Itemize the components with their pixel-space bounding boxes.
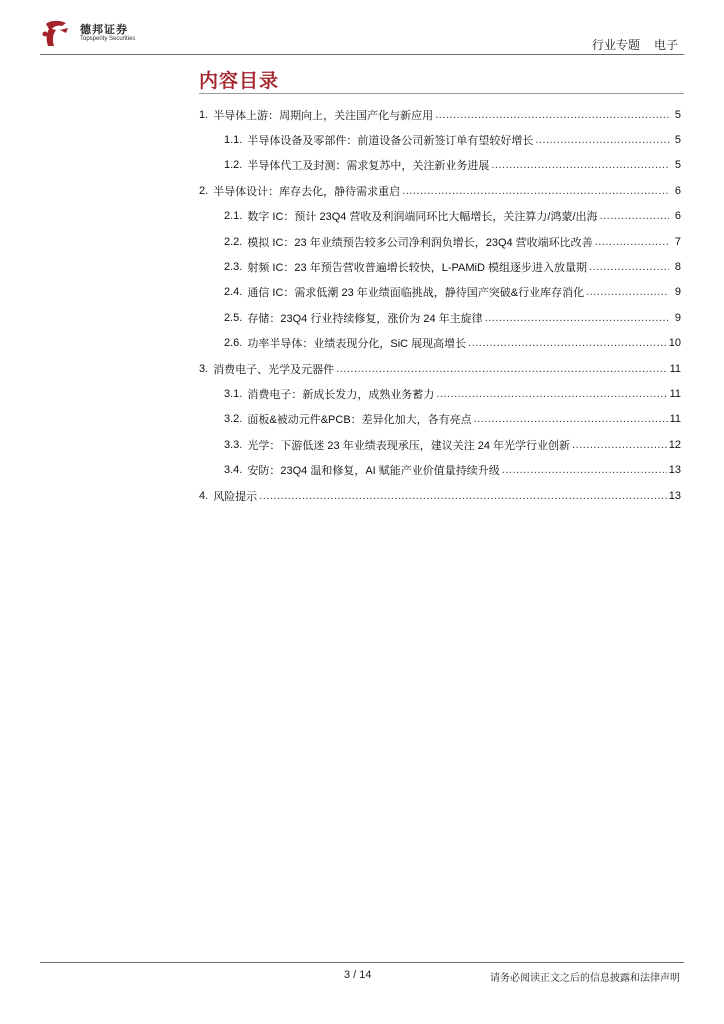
toc-entry-title: 半导体上游：周期向上，关注国产化与新应用: [213, 109, 434, 122]
toc-entry-page: 13: [668, 464, 681, 477]
toc-entry[interactable]: [199, 305, 681, 330]
toc-entry-number: 4.: [199, 489, 209, 502]
toc-entry-title: 安防：23Q4 温和修复，AI 赋能产业价值量持续升级: [247, 465, 500, 478]
footer-disclaimer: 请务必阅读正文之后的信息披露和法律声明: [490, 973, 680, 984]
toc-entry-title: 射频 IC：23 年预告营收普遍增长较快，L-PAMiD 模组逐步进入放量期: [247, 262, 587, 275]
toc-entry-number: 1.: [199, 108, 209, 121]
toc-dot-leader: [595, 236, 669, 248]
toc-entry-title: 半导体代工及封测：需求复苏中，关注新业务进展: [247, 160, 490, 173]
company-logo: [40, 16, 160, 50]
toc-entry-number: 3.: [199, 362, 209, 375]
toc-entry-page: 13: [668, 489, 681, 502]
toc-entry-title: 半导体设计：库存去化，静待需求重启: [213, 185, 401, 198]
toc-entry-page: 5: [674, 108, 681, 121]
toc-entry[interactable]: [199, 407, 681, 432]
toc-entry[interactable]: [199, 102, 681, 127]
toc-entry-number: 3.3.: [224, 438, 243, 451]
toc-dot-leader: [485, 312, 669, 324]
toc-entry[interactable]: [199, 356, 681, 381]
toc-entry[interactable]: [199, 432, 681, 457]
toc-entry-page: 7: [674, 235, 681, 248]
report-category: [592, 36, 678, 53]
logo-mark-icon: [40, 16, 74, 50]
toc-entry[interactable]: [199, 153, 681, 178]
toc-entry-number: 3.4.: [224, 464, 243, 477]
toc-title-divider: [199, 93, 684, 94]
toc-entry-page: 9: [674, 286, 681, 299]
toc-dot-leader: [589, 261, 669, 273]
toc-dot-leader: [491, 159, 669, 171]
toc-entry-title: 面板&被动元件&PCB：差异化加大，各有亮点: [247, 414, 472, 427]
toc-entry[interactable]: [199, 483, 681, 508]
toc-dot-leader: [600, 210, 669, 222]
toc-entry-page: 11: [669, 387, 681, 400]
toc-entry-title: 存储：23Q4 行业持续修复，涨价为 24 年主旋律: [247, 312, 483, 325]
toc-title: 内容目录: [199, 71, 280, 92]
toc-dot-leader: [474, 413, 668, 425]
toc-dot-leader: [586, 286, 669, 298]
toc-entry[interactable]: [199, 254, 681, 279]
toc-entry-page: 12: [668, 438, 681, 451]
toc-entry-page: 8: [674, 261, 681, 274]
toc-entry-title: 模拟 IC：23 年业绩预告较多公司净利润负增长，23Q4 营收端环比改善: [247, 236, 593, 249]
toc-dot-leader: [402, 185, 669, 197]
toc-entry-number: 2.: [199, 184, 209, 197]
logo-chinese-name: 德邦证券: [80, 24, 128, 36]
toc-entry-number: 1.2.: [224, 159, 243, 172]
toc-dot-leader: [436, 388, 667, 400]
toc-entry-title: 消费电子：新成长发力，成熟业务蓄力: [247, 388, 435, 401]
toc-entry[interactable]: [199, 457, 681, 482]
toc-entry[interactable]: [199, 127, 681, 152]
toc-dot-leader: [572, 439, 667, 451]
report-sector: 电子: [653, 38, 678, 52]
footer-divider: [40, 962, 684, 963]
toc-entry-page: 6: [674, 184, 681, 197]
toc-dot-leader: [435, 109, 669, 121]
toc-entry-title: 数字 IC：预计 23Q4 营收及利润端同环比大幅增长，关注算力/鸿蒙/出海: [247, 211, 598, 224]
toc-entry-number: 2.4.: [224, 286, 243, 299]
report-type: 行业专题: [591, 38, 640, 52]
toc-dot-leader: [259, 490, 667, 502]
toc-entry[interactable]: [199, 229, 681, 254]
toc-entry-title: 消费电子、光学及元器件: [213, 363, 335, 376]
toc-entry-number: 3.1.: [224, 387, 243, 400]
toc-entry-page: 6: [674, 210, 681, 223]
toc-entry-title: 半导体设备及零部件：前道设备公司新签订单有望较好增长: [247, 135, 534, 148]
toc-entry-title: 光学：下游低迷 23 年业绩表现承压，建议关注 24 年光学行业创新: [247, 439, 571, 452]
toc-entry-number: 2.6.: [224, 337, 243, 350]
toc-entry[interactable]: [199, 331, 681, 356]
page-number: 3 / 14: [344, 969, 372, 981]
header-divider: [40, 54, 684, 55]
toc-dot-leader: [468, 337, 667, 349]
toc-dot-leader: [502, 464, 667, 476]
toc-entry[interactable]: [199, 381, 681, 406]
toc-dot-leader: [535, 134, 669, 146]
toc-entry-number: 2.3.: [224, 261, 243, 274]
toc-entry-page: 11: [669, 362, 681, 375]
toc-entry-number: 2.1.: [224, 210, 243, 223]
table-of-contents: [199, 102, 681, 508]
toc-entry-page: 5: [674, 159, 681, 172]
toc-entry-page: 5: [674, 134, 681, 147]
toc-dot-leader: [336, 363, 667, 375]
toc-entry-title: 功率半导体：业绩表现分化，SiC 展现高增长: [247, 338, 467, 351]
logo-english-name: Topsperity Securities: [80, 36, 136, 42]
toc-entry-title: 通信 IC：需求低潮 23 年业绩面临挑战，静待国产突破&行业库存消化: [247, 287, 585, 300]
toc-entry-page: 11: [669, 413, 681, 426]
toc-entry-number: 2.2.: [224, 235, 243, 248]
toc-entry-page: 10: [668, 337, 681, 350]
toc-entry-title: 风险提示: [213, 490, 258, 503]
toc-entry-page: 9: [674, 311, 681, 324]
toc-entry-number: 2.5.: [224, 311, 243, 324]
toc-entry-number: 3.2.: [224, 413, 243, 426]
toc-entry[interactable]: [199, 204, 681, 229]
toc-entry[interactable]: [199, 280, 681, 305]
toc-entry-number: 1.1.: [224, 134, 243, 147]
toc-entry[interactable]: [199, 178, 681, 203]
